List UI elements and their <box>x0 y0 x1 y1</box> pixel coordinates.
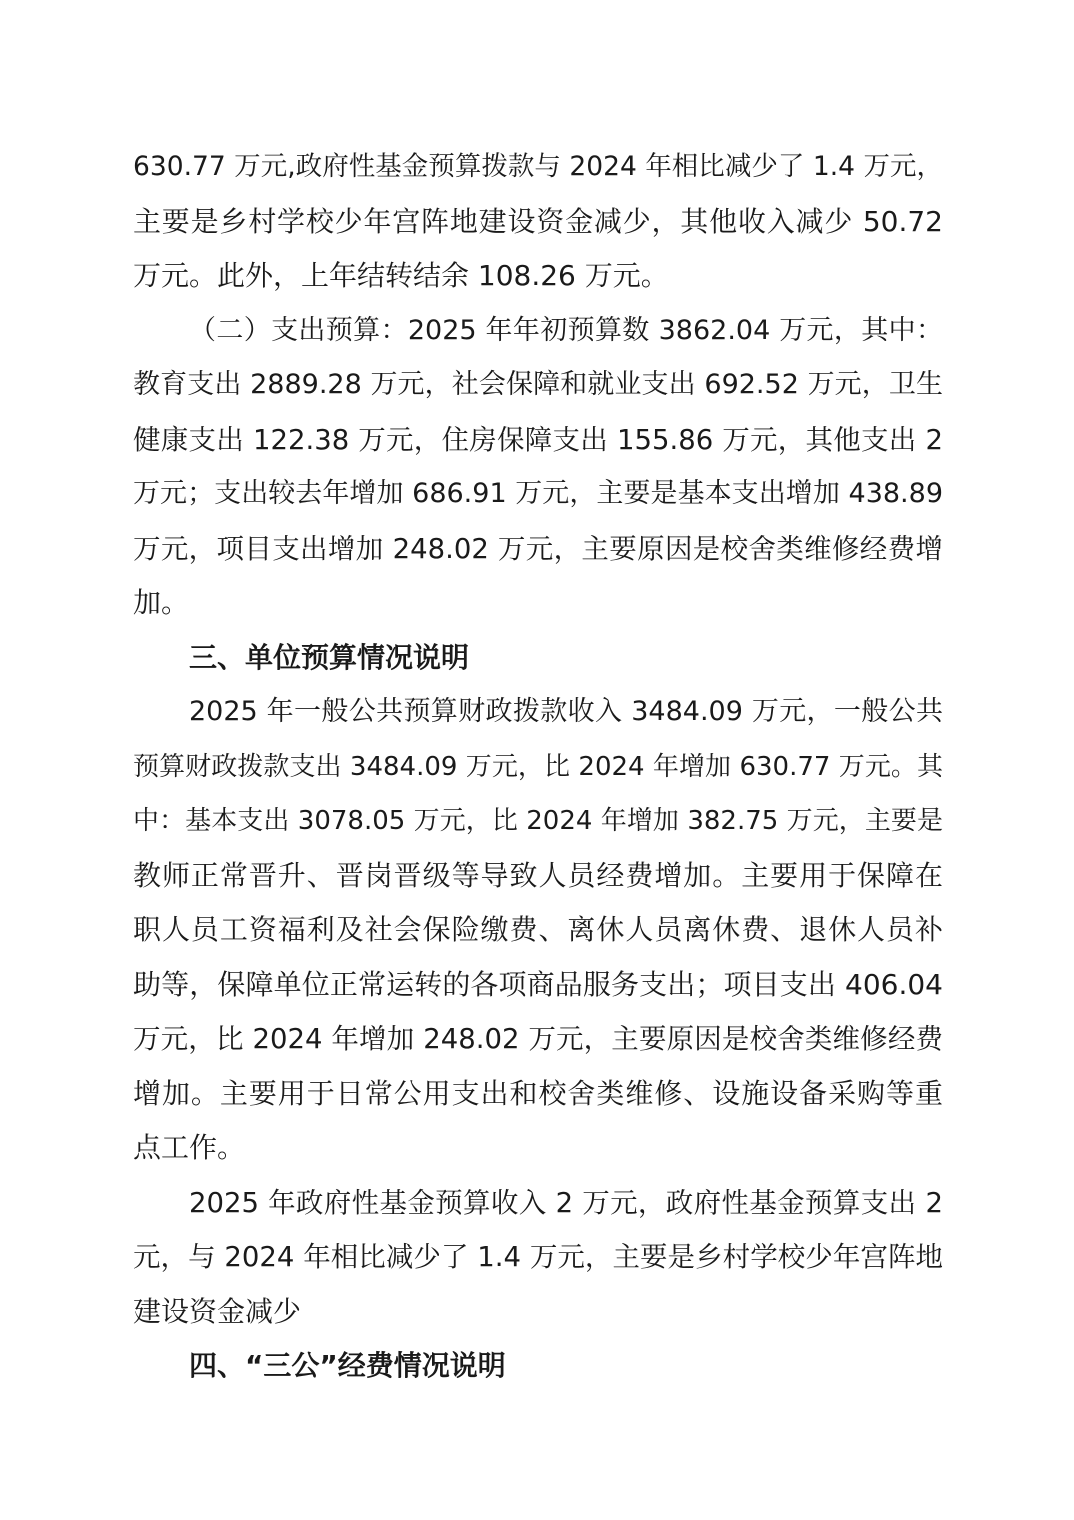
text-line: 万元，项目支出增加 248.02 万元，主要原因是校舍类维修经费增 <box>133 532 943 565</box>
text-line: 万元，比 2024 年增加 248.02 万元，主要原因是校舍类维修经费 <box>133 1023 943 1055</box>
text-line: 元，与 2024 年相比减少了 1.4 万元，主要是乡村学校少年宫阵地 <box>133 1241 943 1273</box>
text-line: 万元。此外，上年结转结余 108.26 万元。 <box>133 259 669 292</box>
text-line: 点工作。 <box>133 1131 246 1164</box>
document-body <box>133 140 943 1394</box>
text-line: 主要是乡村学校少年宫阵地建设资金减少，其他收入减少 50.72 <box>133 204 943 238</box>
text-line: 助等，保障单位正常运转的各项商品服务支出；项目支出 406.04 <box>133 967 943 1001</box>
text-line: 教育支出 2889.28 万元，社会保障和就业支出 692.52 万元，卫生 <box>133 369 943 400</box>
text-line: 万元；支出较去年增加 686.91 万元，主要是基本支出增加 438.89 <box>133 478 943 509</box>
text-line: 中：基本支出 3078.05 万元，比 2024 年增加 382.75 万元，主要是 <box>133 806 943 836</box>
text-line: 增加。主要用于日常公用支出和校舍类维修、设施设备采购等重 <box>133 1076 943 1110</box>
text-line: 预算财政拨款支出 3484.09 万元，比 2024 年增加 630.77 万元。其 <box>133 751 943 782</box>
text-line: （二）支出预算：2025 年年初预算数 3862.04 万元，其中： <box>189 314 943 346</box>
text-line: 教师正常晋升、晋岗晋级等导致人员经费增加。主要用于保障在 <box>133 858 943 892</box>
text-line: 630.77 万元,政府性基金预算拨款与 2024 年相比减少了 1.4 万元， <box>133 151 943 182</box>
text-line: 加。 <box>133 586 190 619</box>
text-line: 健康支出 122.38 万元，住房保障支出 155.86 万元，其他支出 2 <box>133 423 943 456</box>
text-line: 职人员工资福利及社会保险缴费、离休人员离休费、退休人员补 <box>133 913 943 946</box>
text-line: 2025 年一般公共预算财政拨款收入 3484.09 万元，一般公共 <box>189 696 943 727</box>
text-line: 2025 年政府性基金预算收入 2 万元，政府性基金预算支出 2 <box>189 1186 943 1219</box>
section-heading: 三、单位预算情况说明 <box>189 640 470 674</box>
section-heading: 四、“三公”经费情况说明 <box>189 1349 506 1382</box>
text-line: 建设资金减少 <box>133 1294 302 1328</box>
